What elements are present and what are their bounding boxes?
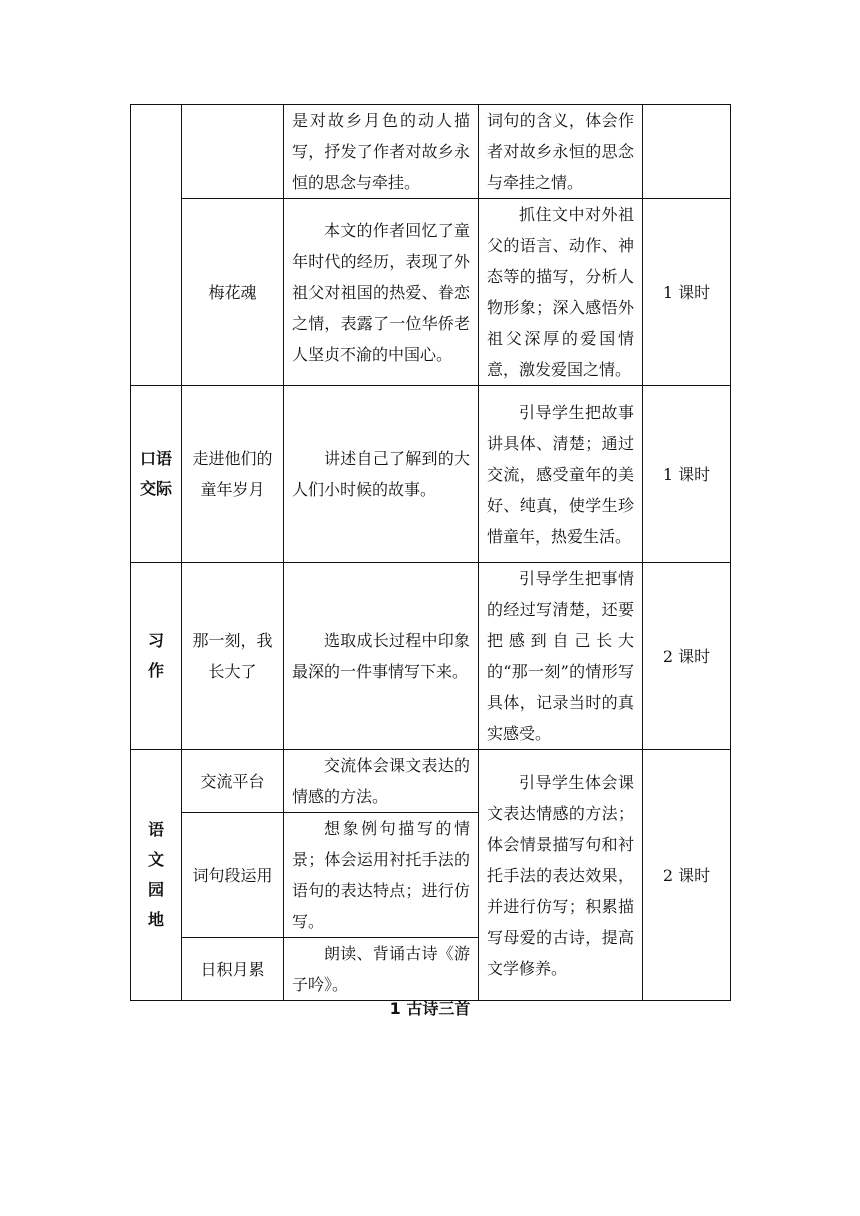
content-cell: 讲述自己了解到的大人们小时候的故事。 [284, 386, 479, 563]
content-cell: 本文的作者回忆了童年时代的经历，表现了外祖父对祖国的热爱、眷恋之情，表露了一位华侨老人坚贞不渝的中国心。 [284, 199, 479, 386]
content-cell: 交流体会课文表达的情感的方法。 [284, 750, 479, 813]
hours-cell: 2 课时 [643, 563, 731, 750]
lesson-plan-table [130, 104, 731, 1001]
table-row [131, 750, 731, 813]
content-cell: 朗读、背诵古诗《游子吟》。 [284, 938, 479, 1001]
table-row [131, 199, 731, 386]
category-label: 习作 [147, 631, 164, 680]
category-cell [131, 386, 182, 563]
lesson-cell: 日积月累 [182, 938, 284, 1001]
lesson-cell: 词句段运用 [182, 813, 284, 938]
lesson-cell: 交流平台 [182, 750, 284, 813]
goal-cell: 引导学生把事情的经过写清楚，还要把感到自己长大的“那一刻”的情形写具体，记录当时的真实感受。 [479, 563, 643, 750]
table-row [131, 386, 731, 563]
category-cell [131, 105, 182, 386]
category-cell [131, 750, 182, 1001]
lesson-cell [182, 105, 284, 199]
lesson-cell: 那一刻，我长大了 [182, 563, 284, 750]
goal-cell: 词句的含义，体会作者对故乡永恒的思念与牵挂之情。 [479, 105, 643, 199]
category-cell [131, 563, 182, 750]
category-label: 口语交际 [139, 449, 172, 498]
table-row [131, 563, 731, 750]
goal-cell: 抓住文中对外祖父的语言、动作、神态等的描写，分析人物形象；深入感悟外祖父深厚的爱国情意，激发爱国之情。 [479, 199, 643, 386]
section-title: 1 古诗三首 [389, 999, 471, 1018]
content-cell: 想象例句描写的情景；体会运用衬托手法的语句的表达特点；进行仿写。 [284, 813, 479, 938]
goal-cell: 引导学生把故事讲具体、清楚；通过交流，感受童年的美好、纯真，使学生珍惜童年，热爱生活。 [479, 386, 643, 563]
hours-cell: 1 课时 [643, 199, 731, 386]
table-row [131, 105, 731, 199]
goal-cell: 引导学生体会课文表达情感的方法；体会情景描写句和衬托手法的表达效果，并进行仿写；积累描写母爱的古诗，提高文学修养。 [479, 750, 643, 1001]
lesson-cell: 走进他们的童年岁月 [182, 386, 284, 563]
lesson-cell: 梅花魂 [182, 199, 284, 386]
category-label: 语文园地 [147, 820, 164, 929]
hours-cell [643, 105, 731, 199]
content-cell: 选取成长过程中印象最深的一件事情写下来。 [284, 563, 479, 750]
hours-cell: 2 课时 [643, 750, 731, 1001]
hours-cell: 1 课时 [643, 386, 731, 563]
content-cell: 是对故乡月色的动人描写，抒发了作者对故乡永恒的思念与牵挂。 [284, 105, 479, 199]
